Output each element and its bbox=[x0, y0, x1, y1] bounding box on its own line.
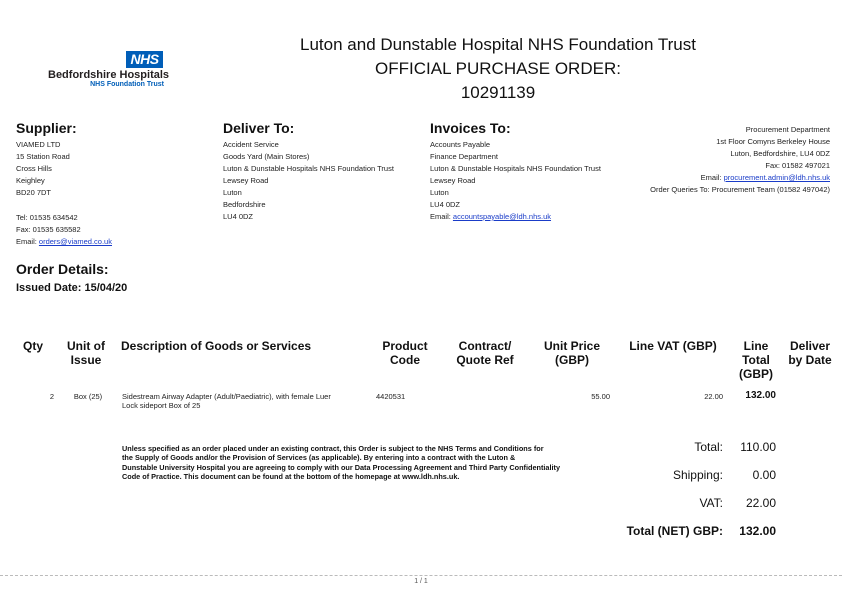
supplier-address bbox=[16, 139, 70, 199]
address-line: Goods Yard (Main Stores) bbox=[223, 152, 310, 161]
col-header-description: Description of Goods or Services bbox=[121, 339, 312, 353]
terms-line: Unless specified as an order placed under an existing contract, this Order is subject to the NHS Terms and Conditions for bbox=[122, 444, 544, 453]
nhs-logo-badge: NHS bbox=[126, 51, 163, 68]
invoices-email-link[interactable]: accountspayable@ldh.nhs.uk bbox=[452, 212, 552, 221]
address-line: Lewsey Road bbox=[430, 176, 476, 185]
supplier-fax: Fax: 01535 635582 bbox=[16, 225, 81, 234]
address-line: Bedfordshire bbox=[223, 200, 266, 209]
col-header-unit-price bbox=[536, 339, 608, 367]
terms-line: the Supply of Goods and/or the Provision of Services (as applicable). By entering into a contract with the Luton & bbox=[122, 453, 516, 463]
order-details-heading: Order Details: bbox=[16, 261, 109, 277]
col-header-line: Unit of bbox=[67, 339, 105, 353]
supplier-heading: Supplier: bbox=[16, 120, 77, 136]
po-number: 10291139 bbox=[460, 83, 536, 102]
description-line: Lock sideport Box of 25 bbox=[122, 401, 201, 410]
invoices-email-row bbox=[430, 211, 601, 223]
col-header-line: by Date bbox=[788, 353, 832, 367]
supplier-contact bbox=[16, 212, 112, 248]
cell-unit: Box (25) bbox=[73, 392, 103, 401]
col-header-line: Product bbox=[382, 339, 428, 353]
procurement-email-link[interactable]: procurement.admin@ldh.nhs.uk bbox=[723, 173, 830, 182]
cell-line-vat: 22.00 bbox=[704, 392, 723, 401]
col-header-line: Contract/ bbox=[458, 339, 512, 353]
cell-unit-price: 55.00 bbox=[591, 392, 610, 401]
terms-text bbox=[122, 444, 612, 482]
col-header-unit bbox=[58, 339, 114, 367]
col-header-line: Line bbox=[743, 339, 769, 353]
issued-date: Issued Date: 15/04/20 bbox=[16, 282, 128, 294]
address-line: Accounts Payable bbox=[430, 140, 491, 149]
address-line: Cross Hills bbox=[16, 164, 52, 173]
address-line: Accident Service bbox=[223, 140, 279, 149]
document-type: OFFICIAL PURCHASE ORDER: bbox=[375, 59, 621, 78]
address-line: LU4 0DZ bbox=[223, 212, 254, 221]
cell-qty: 2 bbox=[49, 392, 54, 401]
cell-product-code: 4420531 bbox=[376, 392, 406, 401]
table-row bbox=[0, 392, 842, 422]
address-line: LU4 0DZ bbox=[430, 200, 461, 209]
col-header-line: Quote Ref bbox=[456, 353, 514, 367]
address-line: Lewsey Road bbox=[223, 176, 269, 185]
procurement-line: Procurement Department bbox=[745, 125, 830, 134]
procurement-line: Luton, Bedfordshire, LU4 0DZ bbox=[730, 149, 830, 158]
col-header-qty: Qty bbox=[22, 339, 43, 353]
logo-org-subtitle: NHS Foundation Trust bbox=[90, 81, 164, 88]
description-line: Sidestream Airway Adapter (Adult/Paediatric), with female Luer bbox=[122, 392, 331, 401]
address-line: Luton bbox=[430, 188, 449, 197]
order-queries: Order Queries To: Procurement Team (01582 497042) bbox=[650, 185, 830, 194]
procurement-line: Fax: 01582 497021 bbox=[765, 161, 830, 170]
cell-line-total: 132.00 bbox=[745, 390, 776, 401]
col-header-line: Total bbox=[742, 353, 770, 367]
address-line: VIAMED LTD bbox=[16, 140, 61, 149]
total-label: Total: bbox=[694, 440, 723, 454]
vat-label: VAT: bbox=[699, 496, 723, 510]
address-line: Luton bbox=[223, 188, 242, 197]
page-number: 1 / 1 bbox=[414, 578, 428, 585]
col-header-line: (GBP) bbox=[555, 353, 589, 367]
email-label: Email: bbox=[16, 237, 39, 246]
invoices-address bbox=[430, 139, 601, 223]
invoices-heading: Invoices To: bbox=[430, 120, 511, 136]
page-divider bbox=[0, 575, 842, 576]
logo-org-name: Bedfordshire Hospitals bbox=[48, 69, 170, 81]
col-header-line: Deliver bbox=[789, 339, 831, 353]
shipping-value: 0.00 bbox=[752, 468, 776, 482]
cell-description bbox=[122, 392, 362, 410]
supplier-tel: Tel: 01535 634542 bbox=[16, 213, 78, 222]
col-header-line: Code bbox=[390, 353, 420, 367]
deliver-heading: Deliver To: bbox=[223, 120, 295, 136]
terms-line: Code of Practice. This document can be found at the bottom of the homepage at www.ldh.nhs.uk. bbox=[122, 472, 460, 482]
vat-value: 22.00 bbox=[745, 496, 776, 510]
email-label: Email: bbox=[700, 173, 724, 182]
terms-line: Dunstable University Hospital you are agreeing to comply with our Data Processing Agreement and Third Party Confidentiality bbox=[122, 462, 561, 472]
email-label: Email: bbox=[430, 212, 453, 221]
address-line: Luton & Dunstable Hospitals NHS Foundation Trust bbox=[223, 164, 394, 173]
address-line: Keighley bbox=[16, 176, 45, 185]
col-header-line: (GBP) bbox=[739, 367, 773, 381]
procurement-line: 1st Floor Comyns Berkeley House bbox=[716, 137, 830, 146]
trust-name: Luton and Dunstable Hospital NHS Foundation Trust bbox=[300, 35, 696, 54]
address-line: Finance Department bbox=[430, 152, 498, 161]
shipping-label: Shipping: bbox=[672, 468, 723, 482]
col-header-contract bbox=[450, 339, 520, 367]
net-total-value: 132.00 bbox=[739, 524, 776, 538]
col-header-line-vat: Line VAT (GBP) bbox=[629, 339, 717, 353]
procurement-email-row bbox=[650, 172, 830, 184]
net-total-label: Total (NET) GBP: bbox=[626, 524, 723, 538]
procurement-block bbox=[650, 124, 830, 196]
deliver-address bbox=[223, 139, 394, 223]
col-header-product-code bbox=[376, 339, 434, 367]
address-line: 15 Station Road bbox=[16, 152, 70, 161]
total-value: 110.00 bbox=[740, 440, 776, 454]
col-header-line-total bbox=[735, 339, 777, 381]
supplier-email-link[interactable]: orders@viamed.co.uk bbox=[38, 237, 112, 246]
address-line: BD20 7DT bbox=[16, 188, 52, 197]
col-header-line: Issue bbox=[70, 353, 102, 367]
col-header-deliver-date bbox=[784, 339, 836, 367]
address-line: Luton & Dunstable Hospitals NHS Foundation Trust bbox=[430, 164, 601, 173]
col-header-line: Unit Price bbox=[543, 339, 600, 353]
supplier-email-row bbox=[16, 236, 112, 248]
